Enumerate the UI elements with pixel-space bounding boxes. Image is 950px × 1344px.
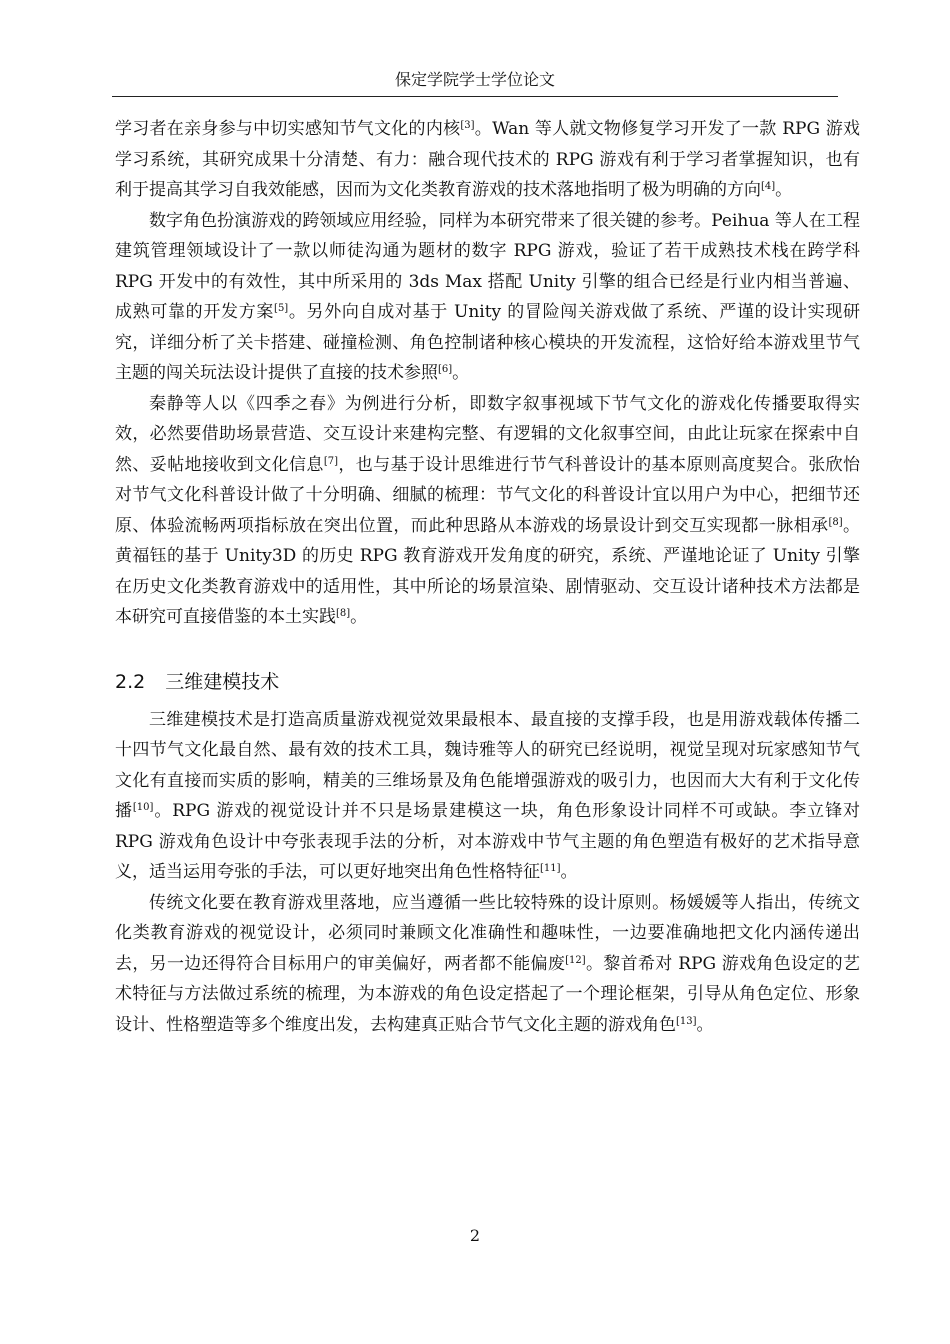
paragraph-text: 。: [452, 363, 470, 383]
paragraph-text: 。: [560, 862, 578, 882]
citation-ref: [6]: [438, 364, 453, 375]
paragraph-text: 。RPG 游戏的视觉设计并不只是场景建模这一块，角色形象设计同样不可或缺。李立锋对 RPG 游戏角色设计中夸张表现手法的分析，对本游戏中节气主题的角色塑造有极好的艺术指导意义，适当运用夸张的手法，可以更好地突出角色性格特征: [115, 801, 860, 882]
paragraph-text: 。黎首希对 RPG 游戏角色设定的艺术特征与方法做过系统的梳理，为本游戏的角色设定搭起了一个理论框架，引导从角色定位、形象设计、性格塑造等多个维度出发，去构建真正贴合节气文化主题的游戏角色: [115, 953, 860, 1035]
paragraph: [115, 206, 860, 389]
citation-ref: [4]: [761, 181, 776, 192]
paragraph-text: 。: [775, 180, 793, 200]
citation-ref: [5]: [274, 303, 289, 314]
paragraph-text: 。黄福钰的基于 Unity3D 的历史 RPG 教育游戏开发角度的研究，系统、严谨地论证了 Unity 引擎在历史文化类教育游戏中的适用性，其中所论的场景渲染、剧情驱动、交互设计诸种技术方法都是本研究可直接借鉴的本土实践: [115, 515, 861, 627]
paragraph-text: 。Wan 等人就文物修复学习开发了一款 RPG 游戏学习系统，其研究成果十分清楚、有力：融合现代技术的 RPG 游戏有利于学习者掌握知识，也有利于提高其学习自我效能感，因而为文化类教育游戏的技术落地指明了极为明确的方向: [115, 119, 860, 200]
paragraph-text: 。另外向自成对基于 Unity 的冒险闯关游戏做了系统、严谨的设计实现研究，详细分析了关卡搭建、碰撞检测、角色控制诸种核心模块的开发流程，这恰好给本游戏里节气主题的闯关玩法设计提供了直接的技术参照: [115, 302, 860, 383]
section-title: 三维建模技术: [165, 670, 280, 693]
paragraph-text: ，也与基于设计思维进行节气科普设计的基本原则高度契合。张欣怡对节气文化科普设计做了十分明确、细腻的梳理：节气文化的科普设计宜以用户为中心，把细节还原、体验流畅两项指标放在突出位置，而此种思路从本游戏的场景设计到交互实现都一脉相承: [115, 454, 861, 536]
paragraph-text: 。: [696, 1014, 714, 1035]
page-number: 2: [469, 1226, 481, 1245]
paragraphs-in-section: [115, 705, 860, 1041]
paragraph: [115, 888, 860, 1041]
paragraph: [115, 114, 860, 206]
citation-ref: [10]: [132, 802, 154, 813]
citation-ref: [3]: [460, 120, 475, 131]
citation-ref: [7]: [323, 455, 338, 467]
running-header: 保定学院学士学位论文: [112, 70, 838, 97]
section-heading: [115, 669, 860, 695]
paragraph-text: 三维建模技术是打造高质量游戏视觉效果最根本、最直接的支撑手段，也是用游戏载体传播二十四节气文化最自然、最有效的技术工具，魏诗雅等人的研究已经说明，视觉呈现对玩家感知节气文化有直接而实质的影响，精美的三维场景及角色能增强游戏的吸引力，也因而大大有利于文化传播: [115, 709, 860, 821]
paragraph-text: 秦静等人以《四季之春》为例进行分析，即数字叙事视域下节气文化的游戏化传播要取得实效，必然要借助场景营造、交互设计来建构完整、有逻辑的文化叙事空间，由此让玩家在探索中自然、妥帖地接收到文化信息: [115, 393, 860, 475]
citation-ref: [8]: [336, 608, 351, 619]
paragraph-text: 学习者在亲身参与中切实感知节气文化的内核: [115, 119, 461, 139]
citation-ref: [12]: [565, 954, 586, 966]
paragraph: [115, 705, 860, 888]
section-number: 2.2: [115, 670, 146, 693]
paragraph-text: 传统文化要在教育游戏里落地，应当遵循一些比较特殊的设计原则。杨媛媛等人指出，传统文化类教育游戏的视觉设计，必须同时兼顾文化准确性和趣味性，一边要准确地把文化内涵传递出去，另一边还得符合目标用户的审美偏好，两者都不能偏废: [115, 892, 860, 974]
citation-ref: [8]: [828, 516, 843, 528]
paragraphs-before-section: [115, 114, 860, 633]
paragraph-text: 。: [350, 607, 368, 627]
paragraph-text: 数字角色扮演游戏的跨领域应用经验，同样为本研究带来了很关键的参考。Peihua 等人在工程建筑管理领域设计了一款以师徒沟通为题材的数字 RPG 游戏，验证了若干成熟技术栈在跨学科 RPG 开发中的有效性，其中所采用的 3ds Max 搭配 Unity 引擎的组合已经是行业内相当普遍、成熟可靠的开发方案: [115, 210, 860, 322]
citation-ref: [13]: [676, 1015, 697, 1027]
paragraph: [115, 389, 860, 633]
body-text: [115, 114, 860, 1040]
citation-ref: [11]: [540, 863, 561, 874]
